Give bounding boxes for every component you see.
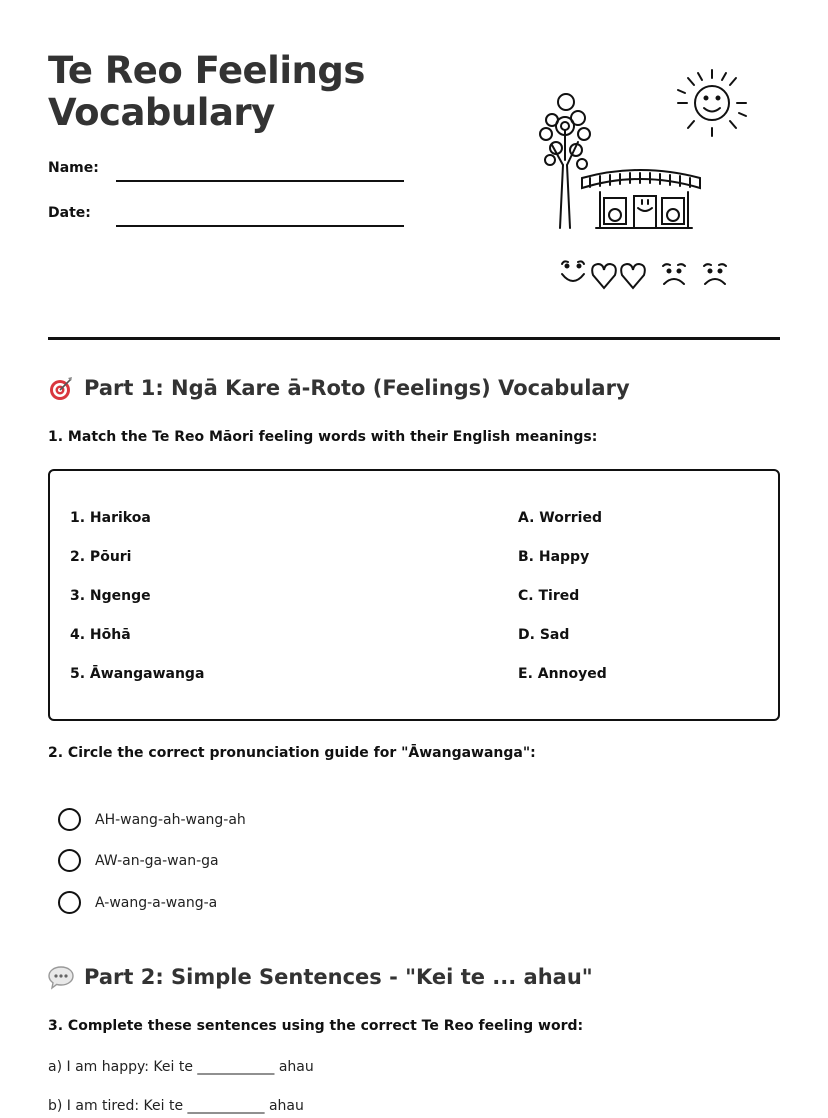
pronunciation-option[interactable]: [58, 849, 219, 872]
radio-circle[interactable]: [58, 849, 81, 872]
matching-box: [48, 469, 780, 721]
heart-icon: [621, 264, 645, 288]
date-field-line[interactable]: [116, 225, 404, 227]
part-1-title: Part 1: Ngā Kare ā-Roto (Feelings) Vocabulary: [84, 376, 630, 400]
match-right-item[interactable]: E. Annoyed: [518, 666, 607, 682]
sentence-a[interactable]: a) I am happy: Kei te ___________ ahau: [48, 1059, 314, 1075]
radio-circle[interactable]: [58, 891, 81, 914]
wharenui-house-icon: [582, 170, 700, 228]
happy-face-icon: [562, 261, 584, 281]
match-left-item[interactable]: 4. Hōhā: [70, 627, 131, 643]
radio-circle[interactable]: [58, 808, 81, 831]
sentence-b[interactable]: b) I am tired: Kei te ___________ ahau: [48, 1098, 304, 1114]
feelings-faces-row: [562, 261, 726, 288]
name-label: Name:: [48, 160, 99, 176]
header-divider: [48, 337, 780, 340]
sad-face-icon: [663, 264, 685, 284]
option-label: AW-an-ga-wan-ga: [95, 852, 219, 869]
match-left-item[interactable]: 5. Āwangawanga: [70, 666, 205, 682]
target-icon: [48, 375, 74, 401]
option-label: A-wang-a-wang-a: [95, 894, 218, 911]
heart-icon: [592, 264, 616, 288]
option-label: AH-wang-ah-wang-ah: [95, 811, 246, 828]
match-left-item[interactable]: 3. Ngenge: [70, 588, 151, 604]
title-line-1: Te Reo Feelings: [48, 49, 365, 92]
part-2-title: Part 2: Simple Sentences - "Kei te ... ahau": [84, 965, 593, 989]
pohutukawa-tree-icon: [540, 94, 590, 228]
match-right-item[interactable]: C. Tired: [518, 588, 580, 604]
question-2: 2. Circle the correct pronunciation guide for "Āwangawanga":: [48, 745, 536, 761]
name-field-line[interactable]: [116, 180, 404, 182]
match-right-item[interactable]: B. Happy: [518, 549, 590, 565]
match-right-item[interactable]: A. Worried: [518, 510, 602, 526]
speech-bubble-icon: [48, 964, 74, 990]
question-1: 1. Match the Te Reo Māori feeling words with their English meanings:: [48, 429, 598, 445]
match-left-item[interactable]: 1. Harikoa: [70, 510, 151, 526]
match-right-item[interactable]: D. Sad: [518, 627, 570, 643]
worksheet-title: [48, 50, 448, 134]
question-3: 3. Complete these sentences using the correct Te Reo feeling word:: [48, 1018, 584, 1034]
part-1-heading: [48, 375, 630, 401]
pronunciation-option[interactable]: [58, 808, 246, 831]
header-illustration: [520, 60, 760, 300]
match-left-item[interactable]: 2. Pōuri: [70, 549, 132, 565]
sun-icon: [678, 70, 746, 136]
pronunciation-option[interactable]: [58, 891, 217, 914]
part-2-heading: [48, 964, 593, 990]
sad-face-icon: [704, 264, 726, 284]
date-label: Date:: [48, 205, 91, 221]
title-line-2: Vocabulary: [48, 91, 275, 134]
